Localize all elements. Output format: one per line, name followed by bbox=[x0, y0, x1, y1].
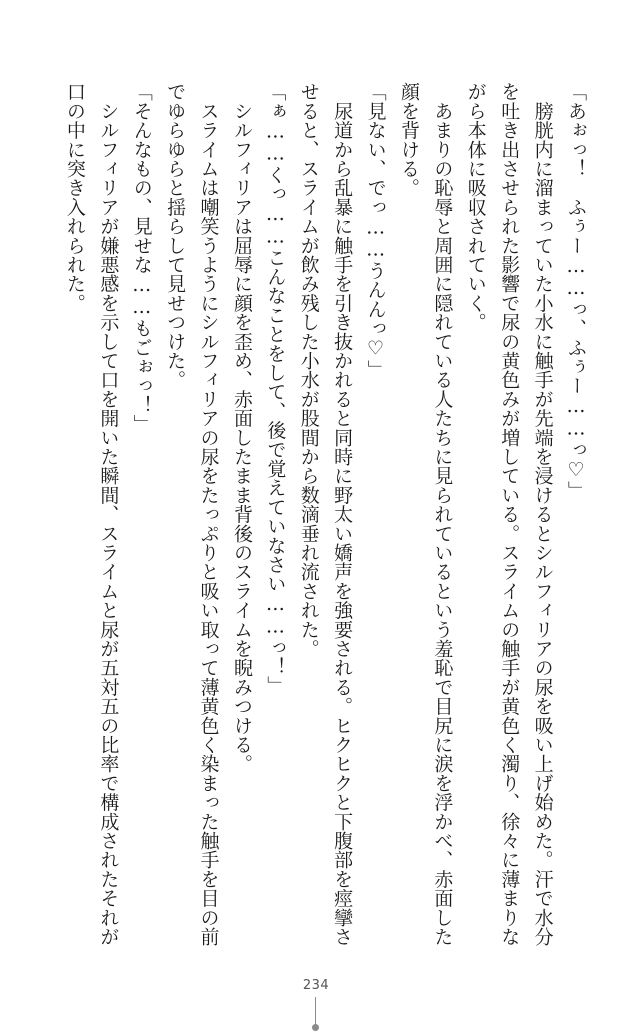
narration-paragraph: 尿道から乱暴に触手を引き抜かれると同時に野太い嬌声を強要される。ヒクヒクと下腹部を痙攣させると、スライムが飲み残した小水が股間から数滴垂れ流された。 bbox=[297, 82, 354, 946]
narration-paragraph: シルフィリアは屈辱に顔を歪め、赤面したまま背後のスライムを睨みつける。 bbox=[230, 82, 253, 774]
dialogue-line: 「見ない、でっ……うんんっ♡」 bbox=[364, 82, 387, 379]
dialogue-line: 「ぁ……くっ……こんなことをして、後で覚えていなさい……っ！」 bbox=[264, 82, 287, 696]
dialogue-line: 「あぉっ！ ふぅー……っ、ふぅー……っ♡」 bbox=[565, 82, 587, 501]
narration-paragraph: スライムは嘲笑うようにシルフィリアの尿をたっぷりと吸い取って薄黄色く染まった触手を目の前でゆらゆらと揺らして見せつけた。 bbox=[164, 82, 220, 946]
page-number: 234 bbox=[302, 978, 330, 993]
narration-paragraph: あまりの恥辱と周囲に隠れている人たちに見られているという羞恥で目尻に涙を浮かべ、赤面した顔を背ける。 bbox=[397, 82, 454, 946]
narration-paragraph: 膀胱内に溜まっていた小水に触手が先端を浸けるとシルフィリアの尿を吸い上げ始めた。汗で水分を吐き出させられた影響で尿の黄色みが増している。スライムの触手が黄色く濁り、徐々に薄まりながら本体に吸収されていく。 bbox=[464, 82, 554, 946]
novel-text-block bbox=[32, 82, 592, 962]
page-footer-dot bbox=[312, 1024, 319, 1031]
narration-paragraph: シルフィリアが嫌悪感を示して口を開いた瞬間、スライムと尿が五対五の比率で構成されたそれが口の中に突き入れられた。 bbox=[63, 82, 120, 946]
dialogue-line: 「そんなもの、見せな……もごぉっ！」 bbox=[130, 82, 153, 434]
page-footer-rule bbox=[315, 997, 316, 1027]
